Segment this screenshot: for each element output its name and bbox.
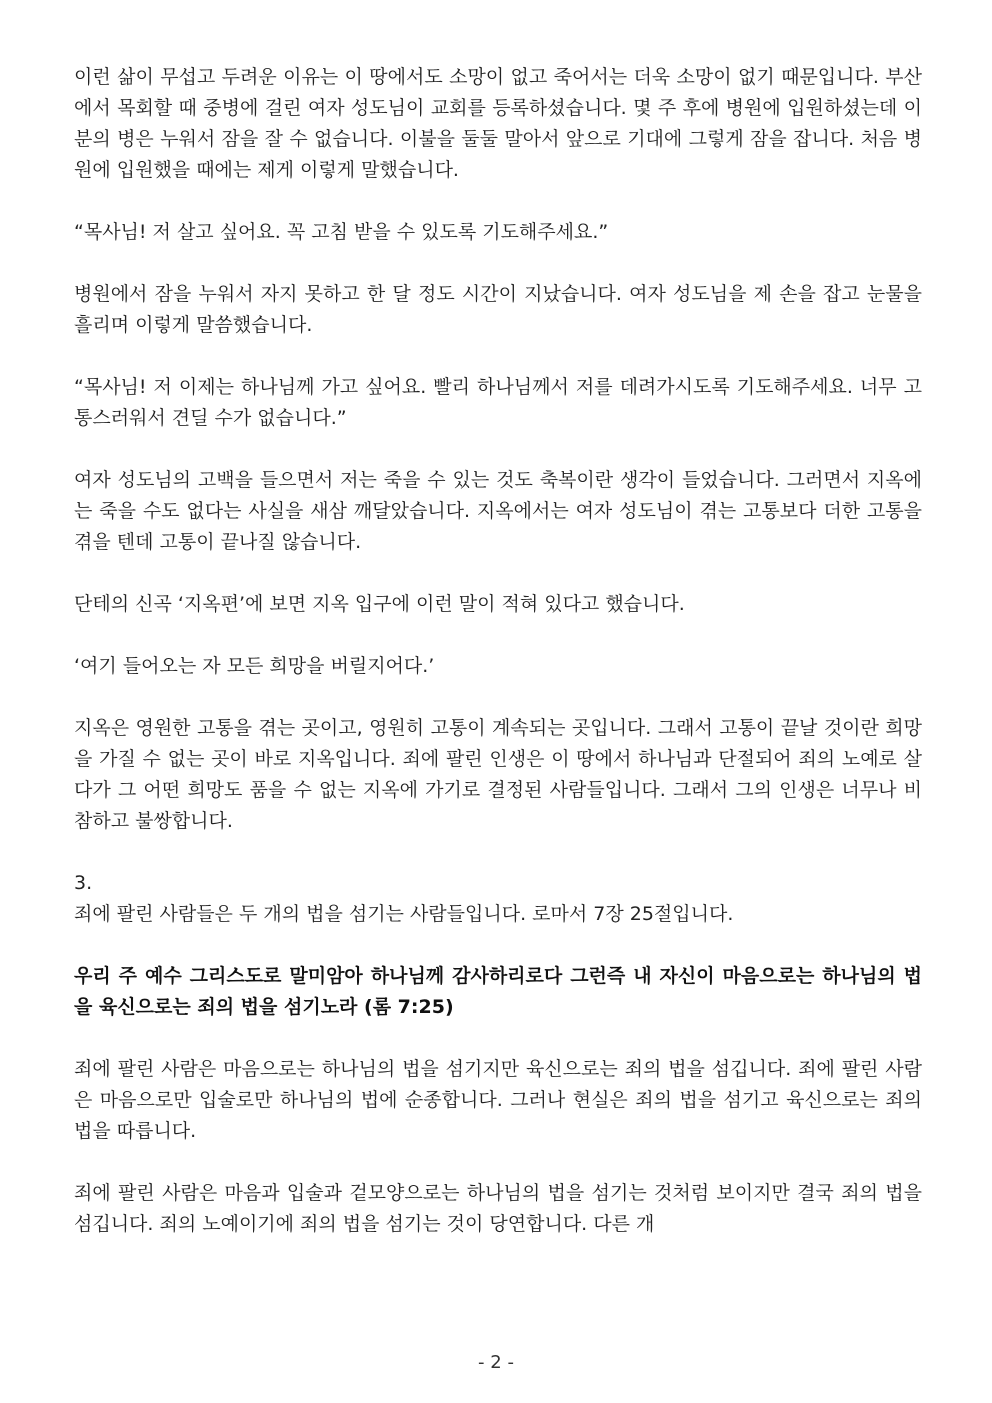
paragraph-4: 단테의 신곡 ‘지옥편’에 보면 지옥 입구에 이런 말이 적혀 있다고 했습니다. xyxy=(74,593,685,615)
paragraph-2: 병원에서 잠을 누워서 자지 못하고 한 달 정도 시간이 지났습니다. 여자 성도님을 제 손을 잡고 눈물을 흘리며 이렇게 말씀했습니다. xyxy=(74,283,922,336)
quote-3: ‘여기 들어오는 자 모든 희망을 버릴지어다.’ xyxy=(74,655,435,677)
paragraph-1: 이런 삶이 무섭고 두려운 이유는 이 땅에서도 소망이 없고 죽어서는 더욱 소망이 없기 때문입니다. 부산에서 목회할 때 중병에 걸린 여자 성도님이 교회를 등록하셨습니다. 몇 주 후에 병원에 입원하셨는데 이 분의 병은 누워서 잠을 잘 수 없습니다. 이불을 둘둘 말아서 앞으로 기대에 그렇게 잠을 잡니다. 처음 병원에 입원했을 때에는 제게 이렇게 말했습니다. xyxy=(74,66,922,181)
quote-1: “목사님! 저 살고 싶어요. 꼭 고침 받을 수 있도록 기도해주세요.” xyxy=(74,221,609,243)
section-number: 3. xyxy=(74,872,93,894)
document-body xyxy=(74,62,922,1271)
quote-2: “목사님! 저 이제는 하나님께 가고 싶어요. 빨리 하나님께서 저를 데려가시도록 기도해주세요. 너무 고통스러워서 견딜 수가 없습니다.” xyxy=(74,376,922,429)
section-intro: 죄에 팔린 사람들은 두 개의 법을 섬기는 사람들입니다. 로마서 7장 25절입니다. xyxy=(74,903,734,925)
page-number: - 2 - xyxy=(478,1352,514,1373)
paragraph-6: 죄에 팔린 사람은 마음으로는 하나님의 법을 섬기지만 육신으로는 죄의 법을 섬깁니다. 죄에 팔린 사람은 마음으로만 입술로만 하나님의 법에 순종합니다. 그러나 현실은 죄의 법을 섬기고 육신으로는 죄의 법을 따릅니다. xyxy=(74,1058,922,1142)
bible-verse: 우리 주 예수 그리스도로 말미암아 하나님께 감사하리로다 그런즉 내 자신이 마음으로는 하나님의 법을 육신으로는 죄의 법을 섬기노라 (롬 7:25) xyxy=(74,965,922,1018)
paragraph-5: 지옥은 영원한 고통을 겪는 곳이고, 영원히 고통이 계속되는 곳입니다. 그래서 고통이 끝날 것이란 희망을 가질 수 없는 곳이 바로 지옥입니다. 죄에 팔린 인생은 이 땅에서 하나님과 단절되어 죄의 노예로 살다가 그 어떤 희망도 품을 수 없는 지옥에 가기로 결정된 사람들입니다. 그래서 그의 인생은 너무나 비참하고 불쌍합니다. xyxy=(74,717,922,832)
paragraph-7: 죄에 팔린 사람은 마음과 입술과 겉모양으로는 하나님의 법을 섬기는 것처럼 보이지만 결국 죄의 법을 섬깁니다. 죄의 노예이기에 죄의 법을 섬기는 것이 당연합니다. 다른 개 xyxy=(74,1182,922,1235)
paragraph-3: 여자 성도님의 고백을 들으면서 저는 죽을 수 있는 것도 축복이란 생각이 들었습니다. 그러면서 지옥에는 죽을 수도 없다는 사실을 새삼 깨달았습니다. 지옥에서는 여자 성도님이 겪는 고통보다 더한 고통을 겪을 텐데 고통이 끝나질 않습니다. xyxy=(74,469,922,553)
